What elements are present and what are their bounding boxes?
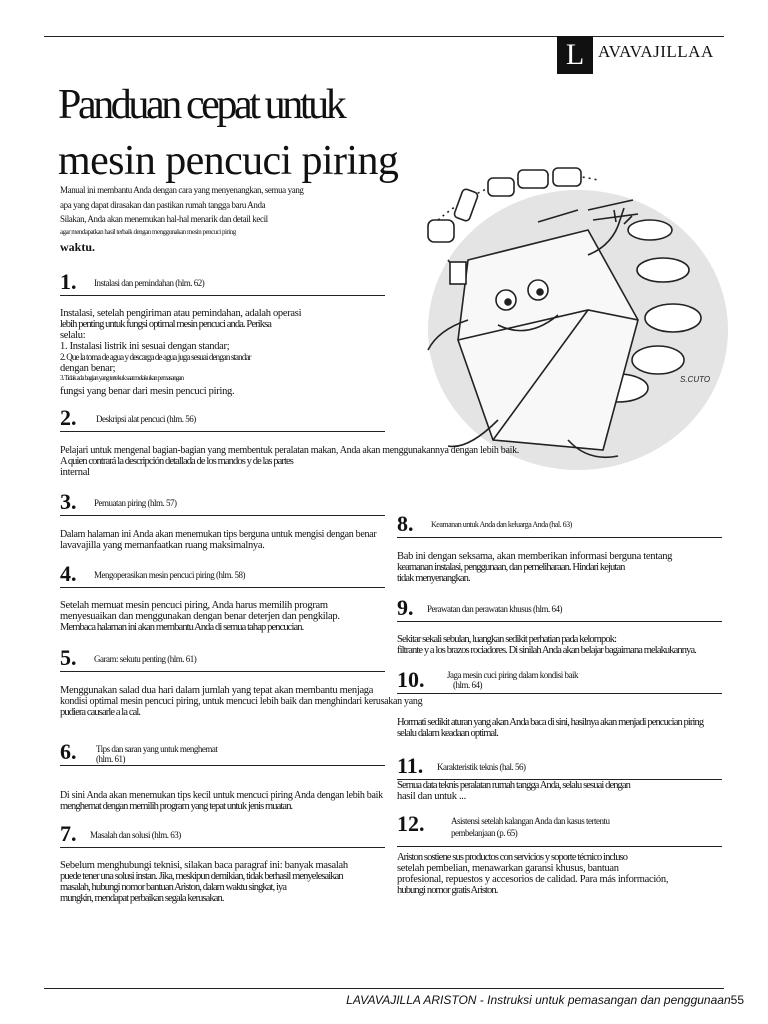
section-underline	[397, 693, 722, 694]
body-line: Di sini Anda akan menemukan tips kecil untuk mencuci piring Anda dengan lebih baik	[60, 790, 383, 801]
section-8-body	[397, 551, 672, 584]
body-line: Hormati sedikit aturan yang akan Anda baca di sini, hasilnya akan menjadi pencucian piring	[397, 717, 704, 728]
section-8-header	[397, 512, 722, 536]
section-title-line2: pembelanjaan (p. 65)	[451, 828, 518, 838]
body-line: hubungi nomor gratis Ariston.	[397, 885, 498, 896]
section-title: Pemuatan piring (hlm. 57)	[94, 498, 177, 508]
body-line: Membaca halaman ini akan membantu Anda di semua tahap pencucian.	[60, 622, 304, 633]
header-brand: AVAVAJILLAA	[598, 42, 714, 61]
body-line: Pelajari untuk mengenal bagian-bagian yang membentuk peralatan makan, Anda akan menggunakannya dengan lebih baik.	[60, 445, 519, 456]
section-underline	[60, 431, 385, 432]
section-2-header	[60, 406, 385, 430]
section-underline	[60, 295, 385, 296]
section-underline	[397, 537, 722, 538]
section-6-header	[60, 740, 385, 764]
section-underline	[60, 765, 385, 766]
illustration-signature: S.CUTO	[680, 375, 711, 384]
footer-rule	[44, 988, 724, 989]
body-line: 3. Tidak ada bagian yang tertekuk saat melakukan pemasangan	[60, 374, 184, 382]
section-9-body	[397, 634, 696, 656]
section-5-body	[60, 685, 422, 718]
section-title: Garam: sekutu penting (hlm. 61)	[94, 654, 197, 664]
section-4-header	[60, 562, 385, 586]
section-number: 4.	[60, 561, 77, 586]
section-9-header	[397, 596, 722, 620]
page-title-line2: mesin pencuci piring	[58, 138, 399, 184]
body-line: lavavajilla yang memanfaatkan ruang maksimalnya.	[60, 540, 265, 551]
body-line: tidak menyenangkan.	[397, 573, 470, 584]
page-title-line1: Panduan cepat untuk	[58, 82, 344, 128]
intro-line-4: agar mendapatkan hasil terbaik dengan menggunakan mesin pencuci piring	[60, 228, 236, 236]
section-6-body	[60, 790, 383, 812]
intro-line-2: apa yang dapat dirasakan dan pastikan rumah tangga baru Anda	[60, 200, 266, 210]
section-1-body	[60, 308, 301, 397]
section-title: Instalasi dan pemindahan (hlm. 62)	[94, 278, 205, 288]
intro-line-3: Silakan, Anda akan menemukan hal-hal menarik dan detail kecil	[60, 214, 268, 224]
intro-line-1: Manual ini membantu Anda dengan cara yang menyenangkan, semua yang	[60, 185, 304, 195]
body-line: 1. Instalasi listrik ini sesuai dengan standar;	[60, 341, 230, 352]
section-title: Perawatan dan perawatan khusus (hlm. 64)	[427, 604, 562, 614]
section-12-header	[397, 812, 722, 836]
section-number: 3.	[60, 489, 77, 514]
body-line: Ariston sostiene sus productos con servicios y soporte técnico incluso	[397, 852, 628, 863]
section-7-body	[60, 860, 348, 904]
body-line: profesional, repuestos y accesorios de calidad. Para más información,	[397, 874, 669, 885]
top-rule	[44, 36, 724, 37]
section-5-header	[60, 646, 385, 670]
section-number: 6.	[60, 739, 77, 764]
body-line: filtrante y a los brazos rociadores. Di sinilah Anda akan belajar bagaimana melakukannya.	[397, 645, 696, 656]
section-2-body	[60, 445, 519, 478]
body-line: setelah pembelian, menawarkan garansi khusus, bantuan	[397, 863, 619, 874]
section-title: Karakteristik teknis (hal. 56)	[437, 762, 526, 772]
section-number: 12.	[397, 811, 425, 836]
section-10-body	[397, 717, 703, 739]
body-line: 2. Que la toma de agua y descarga de agua juga sesuai dengan standar	[60, 352, 251, 362]
section-number: 7.	[60, 821, 77, 846]
section-number: 1.	[60, 269, 77, 294]
section-3-body	[60, 529, 376, 551]
section-1-header	[60, 270, 385, 294]
body-line: Setelah memuat mesin pencuci piring, Anda harus memilih program	[60, 600, 328, 611]
body-line: dengan benar;	[60, 363, 116, 374]
section-title: Deskripsi alat pencuci (hlm. 56)	[96, 414, 196, 424]
section-number: 5.	[60, 645, 77, 670]
section-number: 8.	[397, 511, 414, 536]
body-line: Semua data teknis peralatan rumah tangga Anda, selalu sesuai dengan	[397, 780, 631, 791]
section-11-header	[397, 754, 722, 778]
section-underline	[397, 621, 722, 622]
section-4-body	[60, 600, 340, 633]
section-underline	[60, 671, 385, 672]
section-underline	[397, 846, 722, 847]
section-7-header	[60, 822, 385, 846]
body-line: Bab ini dengan seksama, akan memberikan informasi berguna tentang	[397, 551, 673, 562]
body-line: menghemat dengan memilih program yang tepat untuk jenis muatan.	[60, 801, 293, 812]
body-line: fungsi yang benar dari mesin pencuci piring.	[60, 386, 235, 397]
body-line: Menggunakan salad dua hari dalam jumlah yang tepat akan membantu menjaga	[60, 685, 374, 696]
body-line: kondisi optimal mesin pencuci piring, untuk mencuci lebih baik dan menghindari kerusakan yang	[60, 696, 423, 707]
body-line: Dalam halaman ini Anda akan menemukan tips berguna untuk mengisi dengan benar	[60, 529, 377, 540]
section-title: Tips dan saran yang untuk menghemat	[96, 744, 218, 754]
section-title-line2: (hlm. 61)	[96, 754, 125, 764]
body-line: Sebelum menghubungi teknisi, silakan baca paragraf ini: banyak masalah	[60, 860, 348, 871]
body-line: puede tener una solusi instan. Jika, meskipun demikian, tidak berhasil menyelesaikan	[60, 871, 343, 882]
body-line: menyesuaikan dan menggunakan dengan benar deterjen dan pengkilap.	[60, 611, 340, 622]
body-line: masalah, hubungi nomor bantuan Ariston, dalam waktu singkat, iya	[60, 882, 287, 893]
body-line: mungkin, mendapat perbaikan segala kerusakan.	[60, 893, 224, 904]
section-title: Asistensi setelah kalangan Anda dan kasus tertentu	[451, 816, 610, 826]
page-number: 55	[730, 993, 744, 1007]
body-line: Sekitar sekali sebulan, luangkan sedikit perhatian pada kelompok:	[397, 634, 617, 645]
body-line: keamanan instalasi, penggunaan, dan pemeliharaan. Hindari kejutan	[397, 562, 625, 573]
body-line: Instalasi, setelah pengiriman atau pemindahan, adalah operasi	[60, 308, 302, 319]
section-title: Keamanan untuk Anda dan keluarga Anda (hal. 63)	[431, 520, 572, 529]
body-line: internal	[60, 467, 90, 478]
body-line: pudiera causarle a la cal.	[60, 707, 141, 718]
section-underline	[60, 587, 385, 588]
section-number: 2.	[60, 405, 77, 430]
body-line: selalu:	[60, 330, 86, 341]
section-11-body	[397, 780, 630, 802]
page-footer	[346, 993, 744, 1007]
section-3-header	[60, 490, 385, 514]
section-underline	[60, 515, 385, 516]
dishwasher-illustration	[388, 150, 728, 470]
section-number: 11.	[397, 753, 424, 778]
section-title: Jaga mesin cuci piring dalam kondisi baik	[447, 670, 578, 680]
section-10-header	[397, 668, 722, 692]
intro-line-5: waktu.	[60, 240, 96, 254]
section-title: Mengoperasikan mesin pencuci piring (hlm. 58)	[94, 570, 245, 580]
body-line: lebih penting untuk fungsi optimal mesin pencuci anda. Periksa	[60, 319, 272, 330]
body-line: hasil dan untuk ...	[397, 791, 466, 802]
section-number: 9.	[397, 595, 414, 620]
section-underline	[60, 847, 385, 848]
body-line: A quien contrará la descripción detallada de los mandos y de las partes	[60, 456, 293, 467]
header-badge: L	[557, 36, 593, 74]
section-title-line2: (hlm. 64)	[453, 680, 482, 690]
section-title: Masalah dan solusi (hlm. 63)	[90, 830, 181, 840]
footer-text: LAVAVAJILLA ARISTON - Instruksi untuk pemasangan dan penggunaan	[346, 993, 731, 1007]
section-12-body	[397, 852, 668, 896]
section-number: 10.	[397, 667, 425, 692]
body-line: selalu dalam keadaan optimal.	[397, 728, 499, 739]
